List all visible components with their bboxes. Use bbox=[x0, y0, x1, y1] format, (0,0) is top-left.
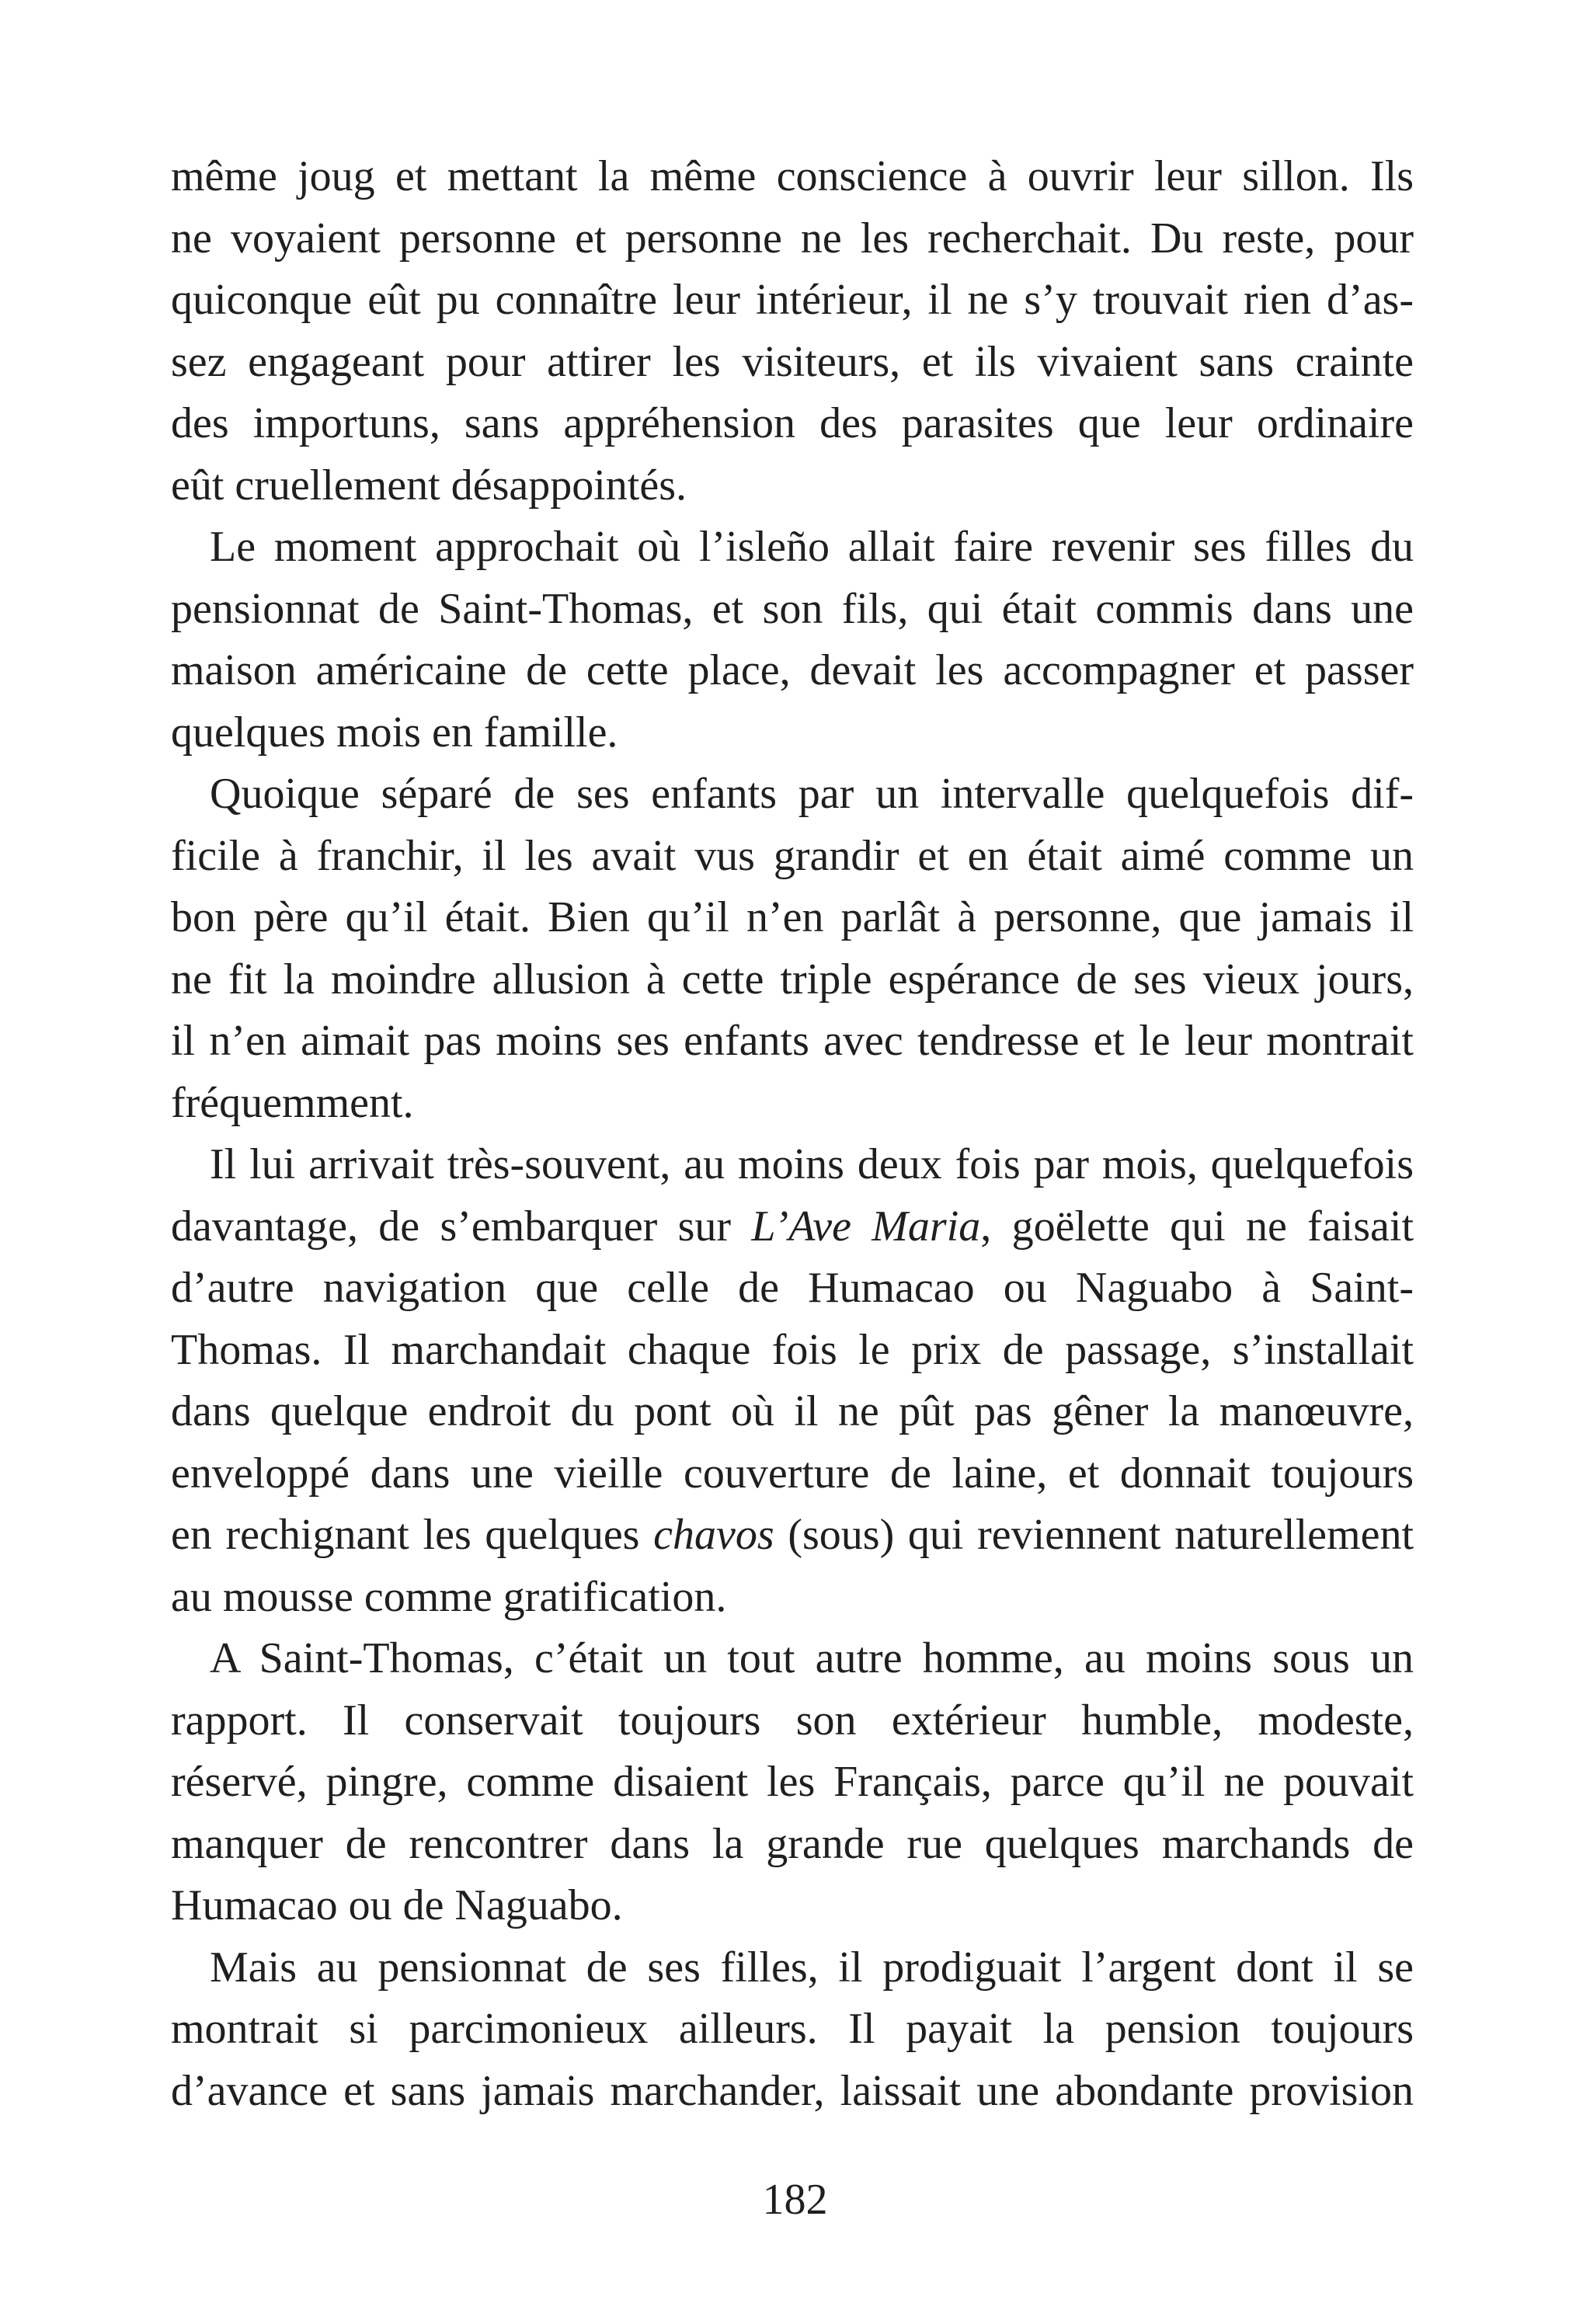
text-run: , goëlette qui ne faisait bbox=[980, 1202, 1414, 1251]
text-line bbox=[171, 1073, 1414, 1135]
text-line bbox=[171, 455, 1414, 517]
text-run: au mousse comme gratification. bbox=[171, 1572, 727, 1621]
italic-text: chavos bbox=[653, 1511, 774, 1559]
text-line bbox=[171, 1381, 1414, 1443]
text-run: ne fit la moindre allusion à cette triple espérance de ses vieux jours, bbox=[171, 955, 1414, 1004]
paragraph bbox=[171, 517, 1414, 764]
paragraph bbox=[171, 146, 1414, 517]
text-line bbox=[171, 332, 1414, 394]
text-line bbox=[171, 270, 1414, 332]
text-run: pensionnat de Saint-Thomas, et son fils, qui était commis dans une bbox=[171, 584, 1414, 633]
text-line bbox=[171, 1875, 1414, 1937]
text-run: bon père qu’il était. Bien qu’il n’en parlât à personne, que jamais il bbox=[171, 893, 1414, 941]
text-run: Il lui arrivait très-souvent, au moins deux fois par mois, quelquefois bbox=[210, 1140, 1414, 1188]
text-line bbox=[171, 1814, 1414, 1876]
text-run: manquer de rencontrer dans la grande rue quelques marchands de bbox=[171, 1819, 1414, 1868]
text-line bbox=[171, 393, 1414, 455]
text-run: d’avance et sans jamais marchander, laissait une abondante provision bbox=[171, 2066, 1414, 2115]
text-line bbox=[171, 1258, 1414, 1320]
text-run: eût cruellement désappointés. bbox=[171, 461, 687, 510]
text-run: il n’en aimait pas moins ses enfants avec tendresse et le leur montrait bbox=[171, 1017, 1414, 1065]
text-run: Le moment approchait où l’isleño allait faire revenir ses filles du bbox=[210, 523, 1414, 571]
text-run: montrait si parcimonieux ailleurs. Il payait la pension toujours bbox=[171, 2005, 1414, 2053]
text-line bbox=[171, 1628, 1414, 1690]
paragraph bbox=[171, 764, 1414, 1134]
text-line bbox=[171, 1937, 1414, 1999]
text-line bbox=[171, 887, 1414, 949]
text-line bbox=[171, 1567, 1414, 1629]
text-line bbox=[171, 1134, 1414, 1196]
text-run: (sous) qui reviennent naturellement bbox=[774, 1511, 1414, 1559]
text-line bbox=[171, 208, 1414, 270]
text-run: même joug et mettant la même conscience à ouvrir leur sillon. Ils bbox=[171, 152, 1414, 200]
paragraph bbox=[171, 1134, 1414, 1628]
text-run: ne voyaient personne et personne ne les recherchait. Du reste, pour bbox=[171, 214, 1414, 263]
text-run: sez engageant pour attirer les visiteurs, et ils vivaient sans crainte bbox=[171, 337, 1414, 386]
text-line bbox=[171, 949, 1414, 1011]
text-run: fréquemment. bbox=[171, 1078, 414, 1127]
text-line bbox=[171, 146, 1414, 208]
text-line bbox=[171, 2061, 1414, 2123]
text-run: quiconque eût pu connaître leur intérieur, il ne s’y trouvait rien d’as- bbox=[171, 276, 1414, 324]
text-line bbox=[171, 1443, 1414, 1505]
text-line bbox=[171, 826, 1414, 888]
paragraph bbox=[171, 1937, 1414, 2123]
text-run: quelques mois en famille. bbox=[171, 708, 618, 757]
text-run: ficile à franchir, il les avait vus grandir et en était aimé comme un bbox=[171, 831, 1414, 880]
text-line bbox=[171, 1011, 1414, 1073]
text-line bbox=[171, 1690, 1414, 1752]
text-line bbox=[171, 1196, 1414, 1258]
text-run: Humacao ou de Naguabo. bbox=[171, 1881, 623, 1929]
text-run: Thomas. Il marchandait chaque fois le prix de passage, s’installait bbox=[171, 1325, 1414, 1374]
text-run: en rechignant les quelques bbox=[171, 1511, 654, 1559]
text-run: A Saint-Thomas, c’était un tout autre homme, au moins sous un bbox=[210, 1634, 1414, 1682]
text-line bbox=[171, 1752, 1414, 1814]
paragraph bbox=[171, 1628, 1414, 1937]
text-line bbox=[171, 640, 1414, 702]
text-run: des importuns, sans appréhension des parasites que leur ordinaire bbox=[171, 399, 1414, 447]
text-line bbox=[171, 764, 1414, 826]
text-line bbox=[171, 579, 1414, 641]
italic-text: L’Ave Maria bbox=[751, 1202, 981, 1251]
text-line bbox=[171, 517, 1414, 579]
text-run: maison américaine de cette place, devait les accompagner et passer bbox=[171, 646, 1414, 694]
text-run: dans quelque endroit du pont où il ne pût pas gêner la manœuvre, bbox=[171, 1387, 1414, 1435]
text-run: réservé, pingre, comme disaient les Français, parce qu’il ne pouvait bbox=[171, 1758, 1414, 1806]
page-number: 182 bbox=[762, 2176, 828, 2224]
body-text bbox=[171, 146, 1414, 2122]
text-run: davantage, de s’embarquer sur bbox=[171, 1202, 752, 1251]
text-run: rapport. Il conservait toujours son extérieur humble, modeste, bbox=[171, 1696, 1414, 1745]
text-run: Quoique séparé de ses enfants par un intervalle quelquefois dif- bbox=[210, 770, 1414, 818]
text-line bbox=[171, 1320, 1414, 1382]
text-run: enveloppé dans une vieille couverture de laine, et donnait toujours bbox=[171, 1449, 1414, 1498]
text-run: Mais au pensionnat de ses filles, il prodiguait l’argent dont il se bbox=[210, 1943, 1414, 1992]
text-line bbox=[171, 1999, 1414, 2061]
text-run: d’autre navigation que celle de Humacao ou Naguabo à Saint- bbox=[171, 1264, 1414, 1312]
text-line bbox=[171, 1505, 1414, 1567]
text-line bbox=[171, 702, 1414, 764]
